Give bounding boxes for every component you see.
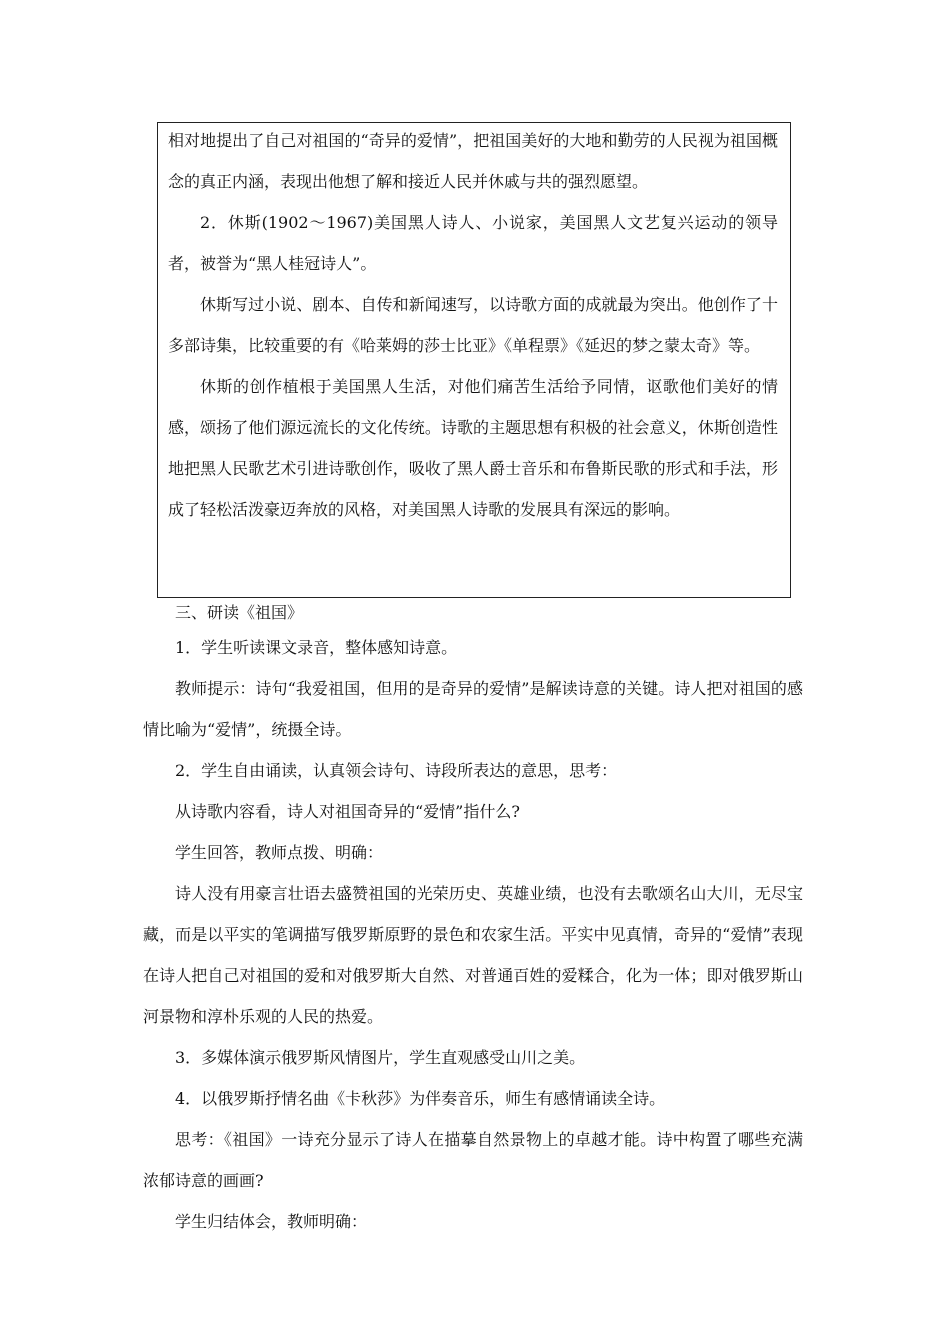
- paragraph-4: 从诗歌内容看，诗人对祖国奇异的“爱情”指什么?: [175, 802, 520, 821]
- section-body: [143, 599, 803, 1242]
- paragraph-5: 学生回答，教师点拨、明确：: [175, 843, 384, 862]
- paragraph-1: 1．学生听读课文录音，整体感知诗意。: [175, 638, 458, 657]
- box-paragraph-1: 相对地提出了自己对祖国的“奇异的爱情”，把祖国美好的大地和勤劳的人民视为祖国概念的真正内涵，表现出他想了解和接近人民并休戚与共的强烈愿望。: [168, 131, 778, 191]
- box-paragraph-2: 2．休斯(1902～1967)美国黑人诗人、小说家，美国黑人文艺复兴运动的领导者，被誉为“黑人桂冠诗人”。: [168, 213, 778, 273]
- paragraph-6: 诗人没有用豪言壮语去盛赞祖国的光荣历史、英雄业绩，也没有去歌颂名山大川，无尽宝藏，而是以平实的笔调描写俄罗斯原野的景色和农家生活。平实中见真情，奇异的“爱情”表现在诗人把自己对祖国的爱和对俄罗斯大自然、对普通百姓的爱糅合，化为一体；即对俄罗斯山河景物和淳朴乐观的人民的热爱。: [143, 884, 803, 1026]
- paragraph-9: 思考：《祖国》一诗充分显示了诗人在描摹自然景物上的卓越才能。诗中构置了哪些充满浓郁诗意的画画?: [143, 1130, 803, 1190]
- paragraph-2: 教师提示：诗句“我爱祖国，但用的是奇异的爱情”是解读诗意的关键。诗人把对祖国的感情比喻为“爱情”，统摄全诗。: [143, 679, 803, 739]
- box-paragraph-4: 休斯的创作植根于美国黑人生活，对他们痛苦生活给予同情，讴歌他们美好的情感，颂扬了他们源远流长的文化传统。诗歌的主题思想有积极的社会意义，休斯创造性地把黑人民歌艺术引进诗歌创作，吸收了黑人爵士音乐和布鲁斯民歌的形式和手法，形成了轻松活泼豪迈奔放的风格，对美国黑人诗歌的发展具有深远的影响。: [168, 377, 778, 519]
- box-paragraph-3: 休斯写过小说、剧本、自传和新闻速写，以诗歌方面的成就最为突出。他创作了十多部诗集，比较重要的有《哈莱姆的莎士比亚》《单程票》《延迟的梦之蒙太奇》等。: [168, 295, 778, 355]
- bordered-text-box: [157, 122, 791, 598]
- paragraph-10: 学生归结体会，教师明确：: [175, 1212, 368, 1231]
- paragraph-8: 4．以俄罗斯抒情名曲《卡秋莎》为伴奏音乐，师生有感情诵读全诗。: [175, 1089, 666, 1108]
- section-heading: 三、研读《祖国》: [175, 603, 304, 622]
- paragraph-7: 3．多媒体演示俄罗斯风情图片，学生直观感受山川之美。: [175, 1048, 586, 1067]
- paragraph-3: 2．学生自由诵读，认真领会诗句、诗段所表达的意思，思考：: [175, 761, 618, 780]
